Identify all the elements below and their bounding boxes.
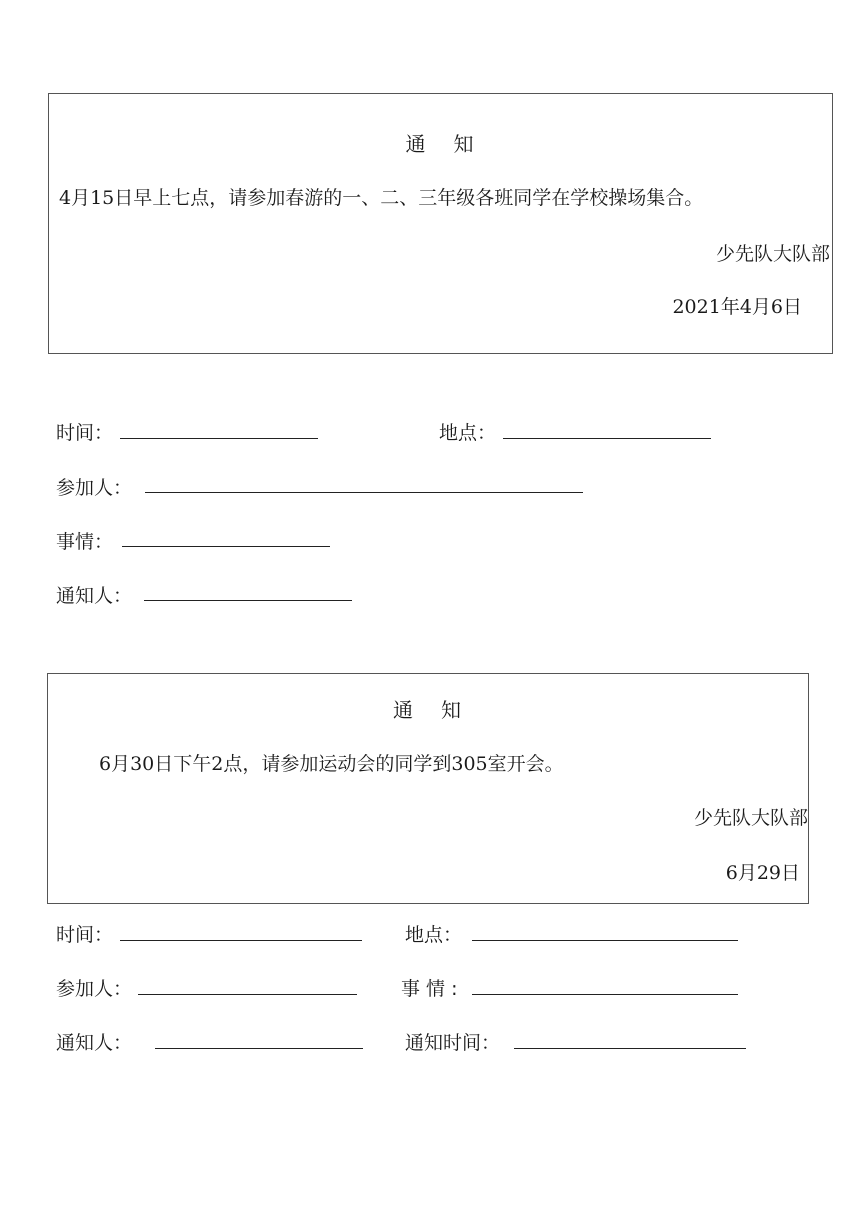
place-blank[interactable] <box>503 438 711 439</box>
matter-label: 事 情 : <box>401 978 458 1000</box>
notify-time-blank[interactable] <box>514 1048 746 1049</box>
time-blank[interactable] <box>120 940 362 941</box>
matter-blank[interactable] <box>472 994 738 995</box>
time-label: 时间： <box>56 924 114 946</box>
notice-date: 2021年4月6日 <box>672 296 802 318</box>
notifier-label: 通知人： <box>56 1032 133 1054</box>
time-blank[interactable] <box>120 438 318 439</box>
notify-time-label: 通知时间： <box>405 1032 501 1054</box>
notice-title-char: 知 <box>441 698 463 722</box>
notice-title <box>49 128 832 157</box>
notice-title-char: 通 <box>405 132 428 156</box>
notice-signature: 少先队大队部 <box>693 807 808 829</box>
notice-signature: 少先队大队部 <box>715 243 830 265</box>
notice-box-2 <box>47 673 809 904</box>
notice-body: 4月15日早上七点，请参加春游的一、二、三年级各班同学在学校操场集合。 <box>59 187 704 209</box>
place-label: 地点： <box>405 924 463 946</box>
notice-title-char: 通 <box>393 698 415 722</box>
participants-blank[interactable] <box>138 994 357 995</box>
notice-date: 6月29日 <box>725 862 800 884</box>
matter-label: 事情： <box>56 531 114 553</box>
time-label: 时间： <box>56 422 114 444</box>
participants-blank[interactable] <box>145 492 583 493</box>
notifier-label: 通知人： <box>56 585 133 607</box>
notice-title-char: 知 <box>453 132 476 156</box>
notifier-blank[interactable] <box>155 1048 363 1049</box>
notice-box-1 <box>48 93 833 354</box>
notice-title <box>48 694 808 723</box>
place-label: 地点： <box>439 422 497 444</box>
notice-body: 6月30日下午2点，请参加运动会的同学到305室开会。 <box>99 753 564 775</box>
notifier-blank[interactable] <box>144 600 352 601</box>
participants-label: 参加人： <box>56 477 133 499</box>
place-blank[interactable] <box>472 940 738 941</box>
participants-label: 参加人： <box>56 978 133 1000</box>
matter-blank[interactable] <box>122 546 330 547</box>
